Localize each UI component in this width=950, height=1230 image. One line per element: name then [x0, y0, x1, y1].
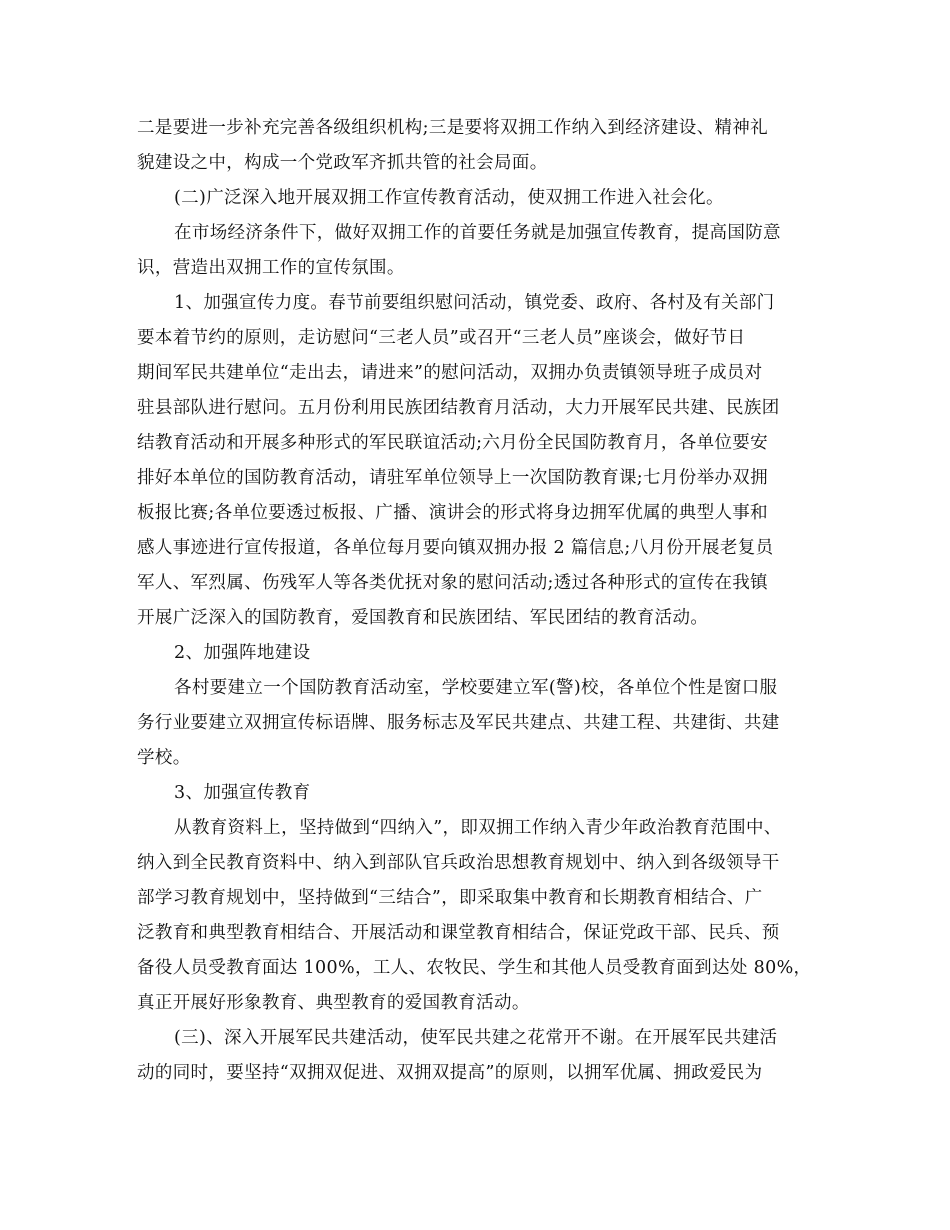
- text-line-13: 感人事迹进行宣传报道，各单位每月要向镇双拥办报 2 篇信息;八月份开展老复员: [137, 538, 774, 558]
- text-line-17: 各村要建立一个国防教育活动室，学校要建立军(警)校，各单位个性是窗口服: [174, 678, 778, 698]
- text-line-5: 识，营造出双拥工作的宣传氛围。: [137, 258, 405, 278]
- text-line-9: 驻县部队进行慰问。五月份利用民族团结教育月活动，大力开展军民共建、民族团: [137, 398, 780, 418]
- text-line-21: 从教育资料上，坚持做到“四纳入”，即双拥工作纳入青少年政治教育范围中、: [174, 818, 782, 838]
- text-line-10: 结教育活动和开展多种形式的军民联谊活动;六月份全民国防教育月，各单位要安: [137, 433, 768, 453]
- text-line-8: 期间军民共建单位“走出去，请进来”的慰问活动，双拥办负责镇领导班子成员对: [137, 363, 763, 383]
- section-heading-3: (三)、深入开展军民共建活动，使军民共建之花常开不谢。在开展军民共建活: [174, 1028, 778, 1048]
- text-line-4: 在市场经济条件下，做好双拥工作的首要任务就是加强宣传教育，提高国防意: [174, 223, 781, 243]
- text-line-24: 泛教育和典型教育相结合、开展活动和课堂教育相结合，保证党政干部、民兵、预: [137, 923, 780, 943]
- text-line-19: 学校。: [137, 748, 191, 768]
- text-line-12: 板报比赛;各单位要透过板报、广播、演讲会的形式将身边拥军优属的典型人事和: [137, 503, 768, 523]
- text-line-22: 纳入到全民教育资料中、纳入到部队官兵政治思想教育规划中、纳入到各级领导干: [137, 853, 780, 873]
- text-line-28: 动的同时，要坚持“双拥双促进、双拥双提高”的原则，以拥军优属、拥政爱民为: [137, 1063, 763, 1083]
- text-line-23: 部学习教育规划中，坚持做到“三结合”，即采取集中教育和长期教育相结合、广: [137, 888, 763, 908]
- text-line-15: 开展广泛深入的国防教育，爱国教育和民族团结、军民团结的教育活动。: [137, 608, 709, 628]
- text-line-2: 貌建设之中，构成一个党政军齐抓共管的社会局面。: [137, 153, 548, 173]
- text-line-7: 要本着节约的原则，走访慰问“三老人员”或召开“三老人员”座谈会，做好节日: [137, 328, 746, 348]
- text-line-25: 备役人员受教育面达 100%，工人、农牧民、学生和其他人员受教育面到达处 80%，: [137, 958, 812, 978]
- text-line-18: 务行业要建立双拥宣传标语牌、服务标志及军民共建点、共建工程、共建街、共建: [137, 713, 780, 733]
- text-line-26: 真正开展好形象教育、典型教育的爱国教育活动。: [137, 993, 530, 1013]
- section-heading-2: (二)广泛深入地开展双拥工作宣传教育活动，使双拥工作进入社会化。: [174, 188, 724, 208]
- text-line-14: 军人、军烈属、伤残军人等各类优抚对象的慰问活动;透过各种形式的宣传在我镇: [137, 573, 768, 593]
- text-line-1: 二是要进一步补充完善各级组织机构;三是要将双拥工作纳入到经济建设、精神礼: [137, 118, 768, 138]
- subheading-2: 2、加强阵地建设: [174, 643, 311, 663]
- text-line-6: 1、加强宣传力度。春节前要组织慰问活动，镇党委、政府、各村及有关部门: [174, 293, 775, 313]
- text-line-11: 排好本单位的国防教育活动，请驻军单位领导上一次国防教育课;七月份举办双拥: [137, 468, 768, 488]
- subheading-3: 3、加强宣传教育: [174, 783, 311, 803]
